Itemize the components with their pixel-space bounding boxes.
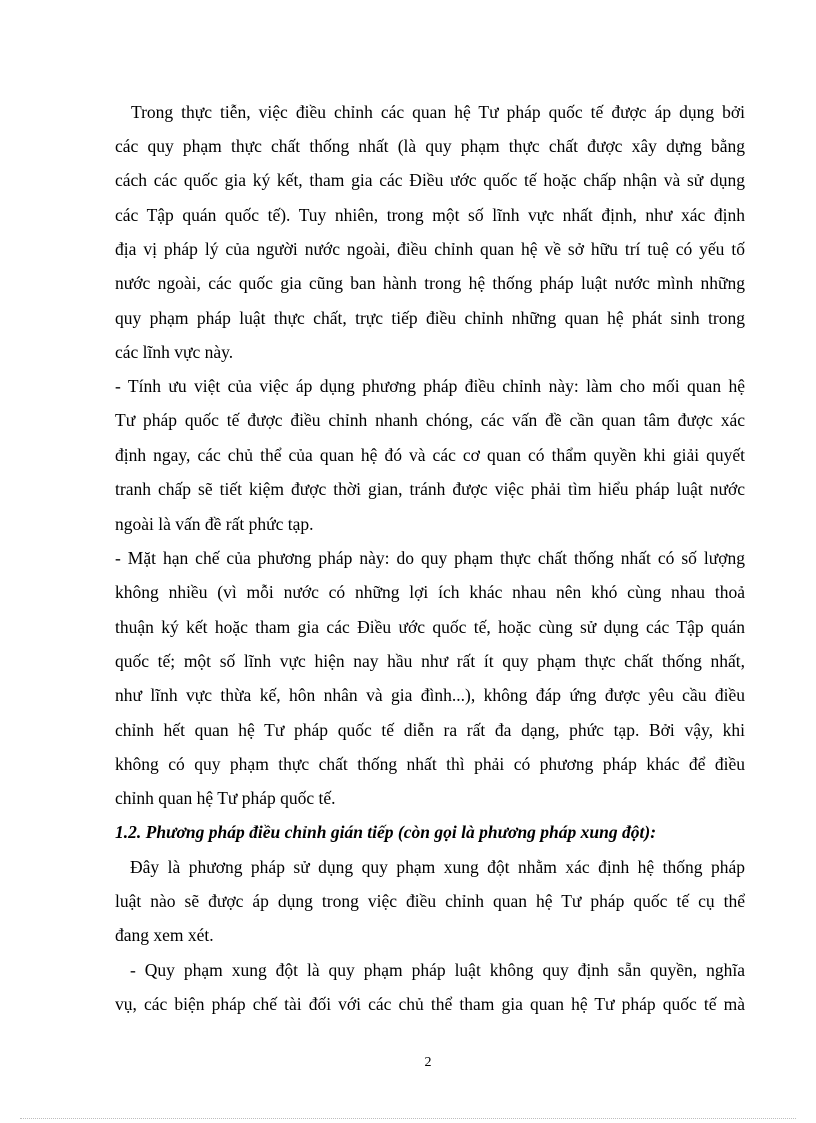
paragraph-line: như lĩnh vực thừa kế, hôn nhân và gia đình...), không đáp ứng được yêu cầu điều bbox=[115, 685, 745, 705]
paragraph-line: quốc tế; một số lĩnh vực hiện nay hầu như rất ít quy phạm thực chất thống nhất, bbox=[115, 651, 745, 671]
paragraph-line: đang xem xét. bbox=[115, 925, 214, 945]
paragraph-line: các lĩnh vực này. bbox=[115, 342, 234, 362]
paragraph-line: cách các quốc gia ký kết, tham gia các Điều ước quốc tế hoặc chấp nhận và sử dụng bbox=[115, 170, 745, 190]
paragraph-line: Trong thực tiễn, việc điều chỉnh các quan hệ Tư pháp quốc tế được áp dụng bởi bbox=[131, 102, 745, 122]
paragraph-line: Đây là phương pháp sử dụng quy phạm xung đột nhằm xác định hệ thống pháp bbox=[130, 857, 745, 877]
paragraph-line: - Tính ưu việt của việc áp dụng phương pháp điều chỉnh này: làm cho mối quan hệ bbox=[115, 376, 745, 396]
paragraph-line: quy phạm pháp luật thực chất, trực tiếp điều chỉnh những quan hệ phát sinh trong bbox=[115, 308, 745, 328]
paragraph-line: - Mặt hạn chế của phương pháp này: do quy phạm thực chất thống nhất có số lượng bbox=[115, 548, 745, 568]
paragraph-line: địa vị pháp lý của người nước ngoài, điều chỉnh quan hệ về sở hữu trí tuệ có yếu tố bbox=[115, 239, 745, 259]
paragraph-line: vụ, các biện pháp chế tài đối với các chủ thể tham gia quan hệ Tư pháp quốc tế mà bbox=[115, 994, 745, 1014]
section-heading: 1.2. Phương pháp điều chỉnh gián tiếp (còn gọi là phương pháp xung đột): bbox=[115, 822, 657, 842]
paragraph-line: - Quy phạm xung đột là quy phạm pháp luật không quy định sẵn quyền, nghĩa bbox=[130, 960, 745, 980]
paragraph-line: không có quy phạm thực chất thống nhất thì phải có phương pháp khác để điều bbox=[115, 754, 745, 774]
page-bottom-divider bbox=[20, 1118, 796, 1119]
paragraph-line: ngoài là vấn đề rất phức tạp. bbox=[115, 514, 314, 534]
page-number: 2 bbox=[424, 1055, 432, 1070]
paragraph-line: thuận ký kết hoặc tham gia các Điều ước quốc tế, hoặc cùng sử dụng các Tập quán bbox=[115, 617, 745, 637]
paragraph-line: tranh chấp sẽ tiết kiệm được thời gian, tránh được việc phải tìm hiểu pháp luật nước bbox=[115, 479, 745, 499]
paragraph-line: các quy phạm thực chất thống nhất (là quy phạm thực chất được xây dựng bằng bbox=[115, 136, 745, 156]
paragraph-line: luật nào sẽ được áp dụng trong việc điều chỉnh quan hệ Tư pháp quốc tế cụ thể bbox=[115, 891, 745, 911]
paragraph-line: chỉnh hết quan hệ Tư pháp quốc tế diễn ra rất đa dạng, phức tạp. Bởi vậy, khi bbox=[115, 720, 745, 740]
paragraph-line: nước ngoài, các quốc gia cũng ban hành trong hệ thống pháp luật nước mình những bbox=[115, 273, 745, 293]
paragraph-line: Tư pháp quốc tế được điều chỉnh nhanh chóng, các vấn đề cần quan tâm được xác bbox=[115, 410, 745, 430]
paragraph-line: định ngay, các chủ thể của quan hệ đó và các cơ quan có thẩm quyền khi giải quyết bbox=[115, 445, 745, 465]
paragraph-line: chỉnh quan hệ Tư pháp quốc tế. bbox=[115, 788, 336, 808]
paragraph-line: các Tập quán quốc tế). Tuy nhiên, trong một số lĩnh vực nhất định, như xác định bbox=[115, 205, 745, 225]
paragraph-line: không nhiều (vì mỗi nước có những lợi ích khác nhau nên khó cùng nhau thoả bbox=[115, 582, 745, 602]
